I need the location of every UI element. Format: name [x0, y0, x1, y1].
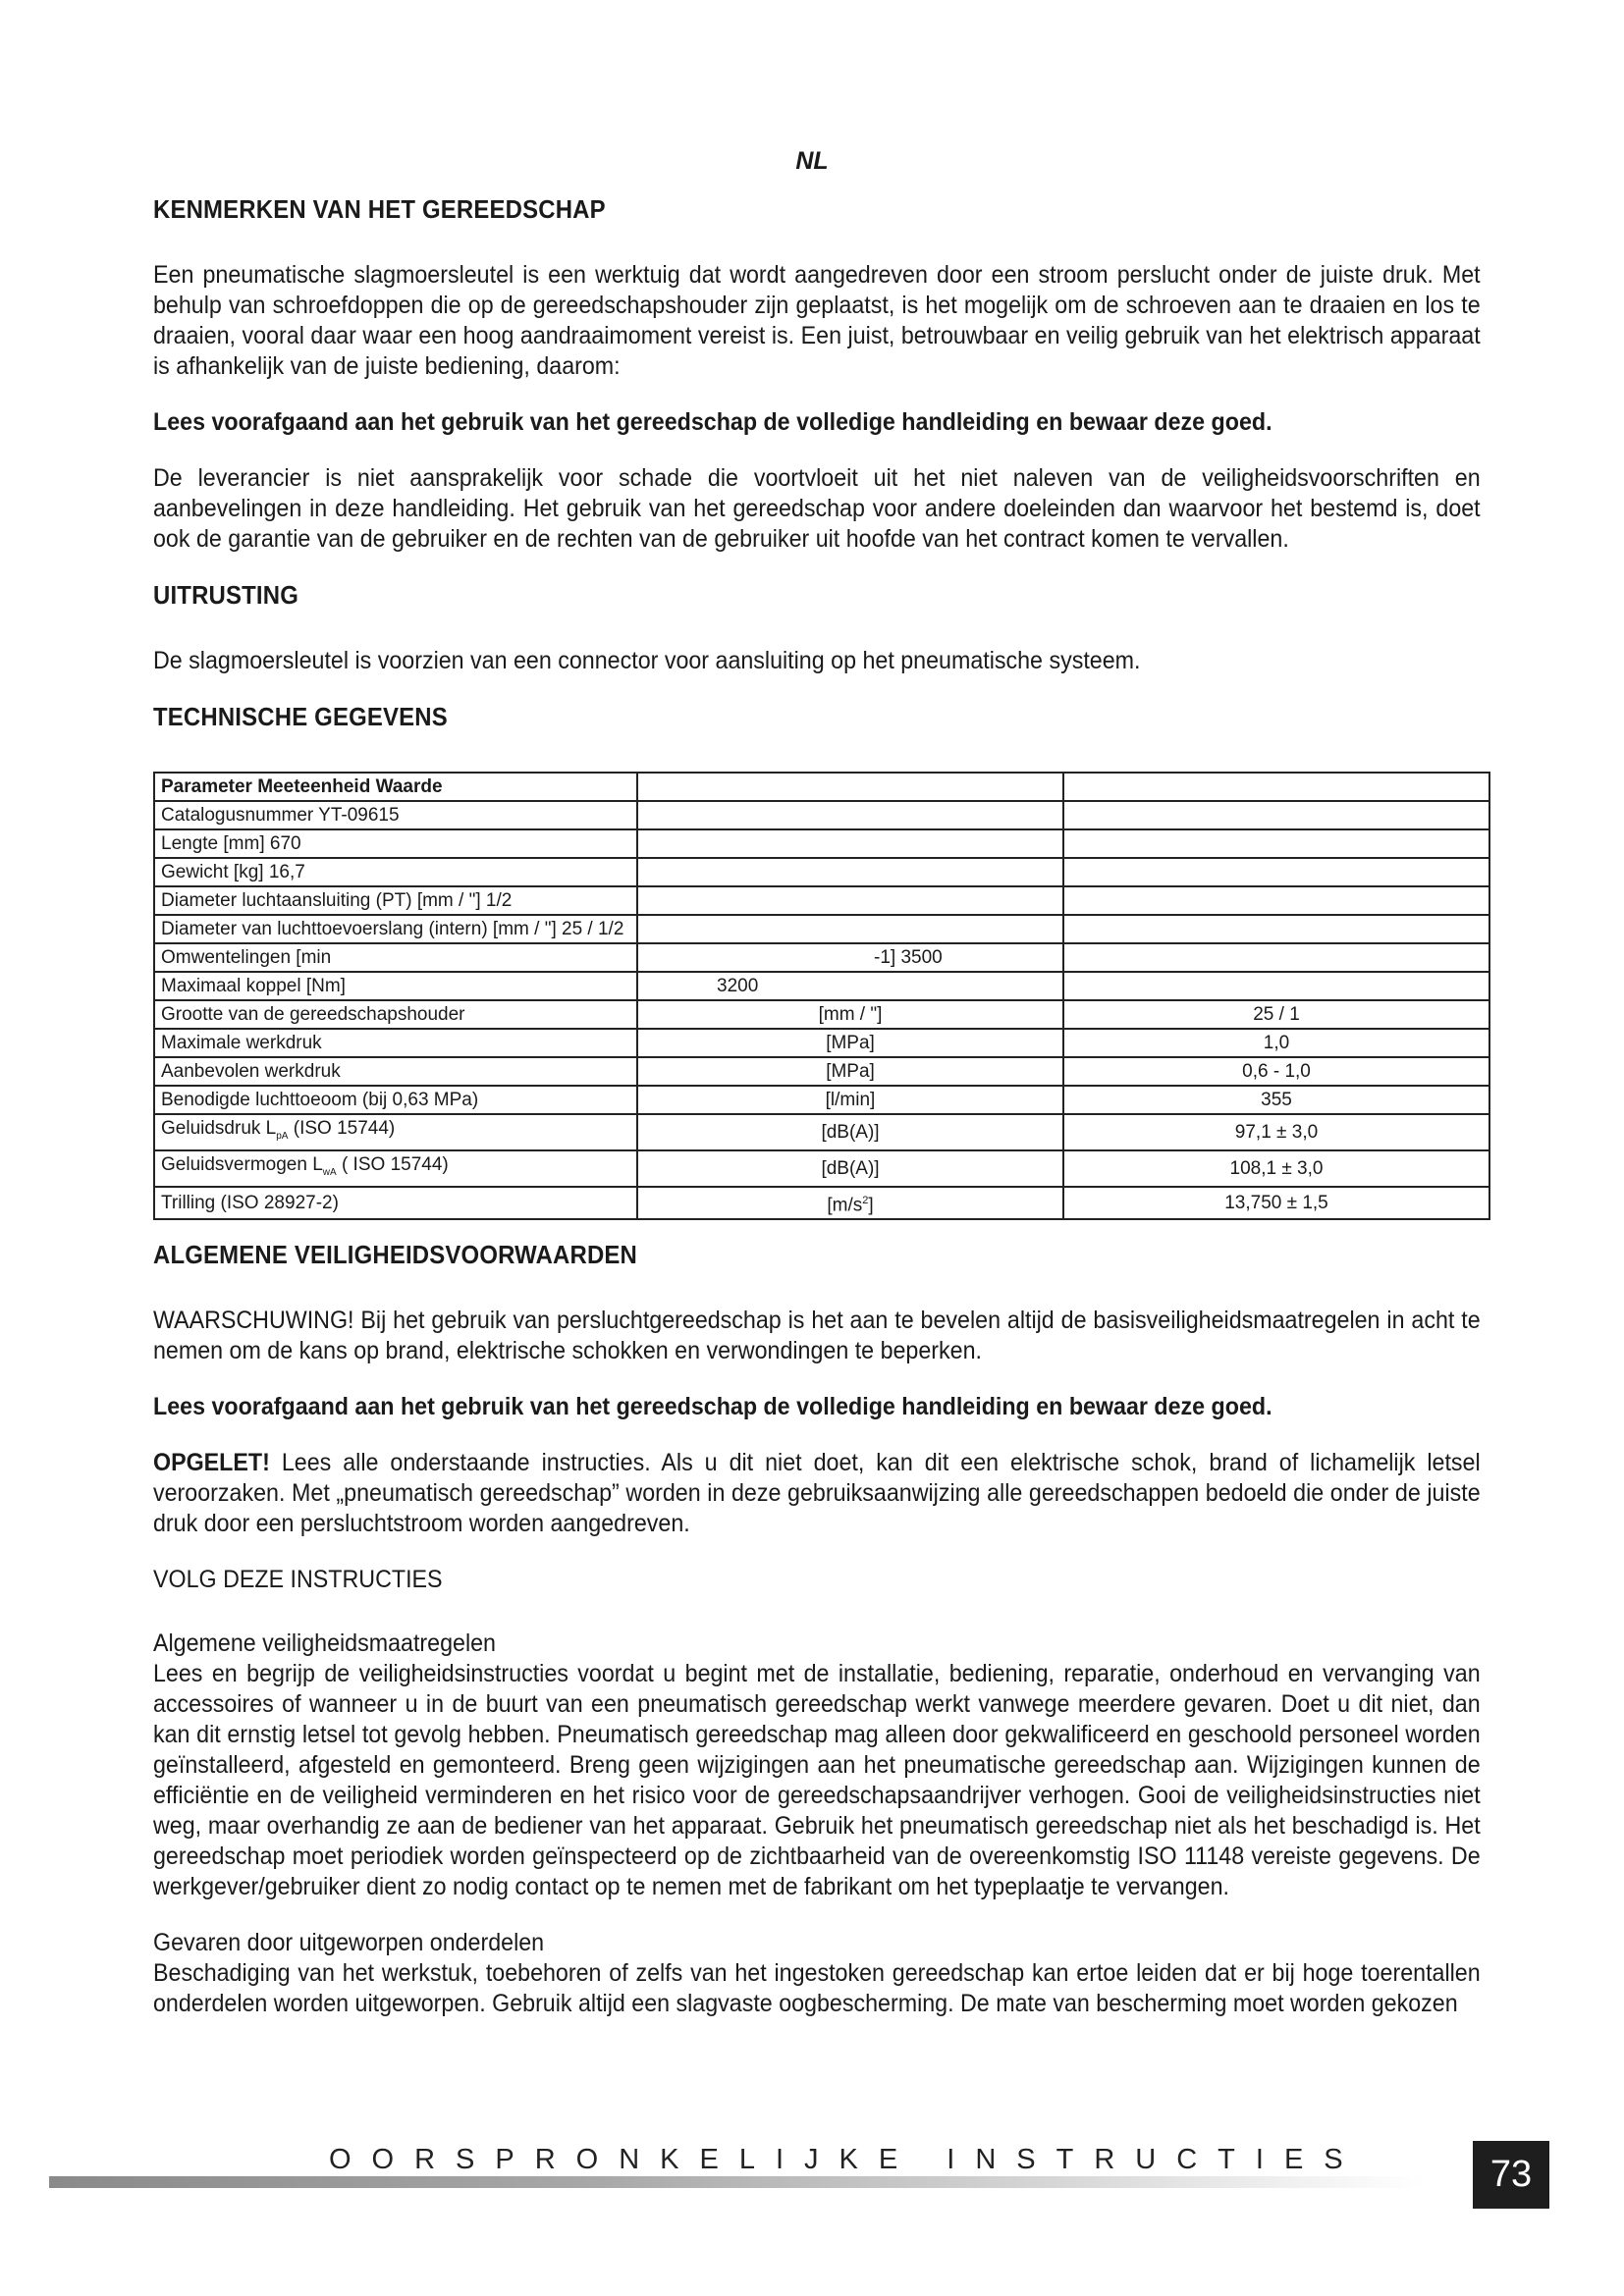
- table-cell: [637, 829, 1063, 858]
- section-title-kenmerken: KENMERKEN VAN HET GEREEDSCHAP: [153, 194, 606, 224]
- table-row: [154, 886, 1489, 915]
- table-cell: Lengte [mm] 670: [154, 829, 637, 858]
- superscript: 2: [862, 1194, 869, 1206]
- section-title-uitrusting: UITRUSTING: [153, 580, 299, 610]
- table-row: [154, 829, 1489, 858]
- table-cell: Omwentelingen [min: [154, 943, 637, 972]
- table-cell: Grootte van de gereedschapshouder: [154, 1000, 637, 1029]
- table-row: [154, 1187, 1489, 1219]
- table-cell: -1] 3500: [637, 943, 1063, 972]
- table-cell: [MPa]: [637, 1029, 1063, 1057]
- caution-label: OPGELET!: [153, 1448, 270, 1476]
- subscript: pA: [276, 1130, 289, 1142]
- subsection-heading: Algemene veiligheidsmaatregelen: [153, 1629, 496, 1657]
- table-row: [154, 1000, 1489, 1029]
- table-row: [154, 1057, 1489, 1086]
- table-row: [154, 1029, 1489, 1057]
- table-cell: 3200: [637, 972, 1063, 1000]
- table-cell: [dB(A)]: [637, 1150, 1063, 1187]
- table-cell: [1063, 972, 1489, 1000]
- language-label: NL: [795, 147, 829, 175]
- table-cell: [637, 858, 1063, 886]
- table-cell: Parameter Meeteenheid Waarde: [154, 773, 637, 801]
- table-cell: 1,0: [1063, 1029, 1489, 1057]
- paragraph: [153, 1448, 1481, 1539]
- footer-bar: [49, 2176, 1424, 2188]
- table-cell: [dB(A)]: [637, 1114, 1063, 1150]
- table-cell: Diameter van luchttoevoerslang (intern) [mm / "] 25 / 1/2: [154, 915, 637, 943]
- table-cell: Benodigde luchttoeoom (bij 0,63 MPa): [154, 1086, 637, 1114]
- table-row: [154, 773, 1489, 801]
- table-row: [154, 1114, 1489, 1150]
- cell-text: ]: [868, 1194, 874, 1215]
- table-cell: 355: [1063, 1086, 1489, 1114]
- table-cell: [637, 1187, 1063, 1219]
- table-cell: [1063, 829, 1489, 858]
- table-row: [154, 972, 1489, 1000]
- table-cell: 97,1 ± 3,0: [1063, 1114, 1489, 1150]
- paragraph: Een pneumatische slagmoersleutel is een werktuig dat wordt aangedreven door een stroom perslucht onder de juiste druk. Met behulp van schroefdoppen die op de gereedschapshouder zijn geplaatst, is het mogelijk om de schroeven aan te draaien en los te draaien, vooral daar waar een hoog aandraaimoment vereist is. Een juist, betrouwbaar en veilig gebruik van het elektrisch apparaat is afhankelijk van de juiste bediening, daarom:: [153, 261, 1481, 380]
- paragraph-text: Lees alle onderstaande instructies. Als u dit niet doet, kan dit een elektrische schok, brand of lichamelijk letsel veroorzaken. Met „pneumatisch gereedschap” worden in deze gebruiksaanwijzing alle gereedschappen bedoeld die onder de juiste druk door een persluchtstroom worden aangedreven.: [153, 1448, 1481, 1537]
- table-cell: [1063, 943, 1489, 972]
- table-cell: [mm / "]: [637, 1000, 1063, 1029]
- technical-data-table: [153, 772, 1490, 1220]
- paragraph: Lees en begrijp de veiligheidsinstructies voordat u begint met de installatie, bediening, reparatie, onderhoud en vervanging van accessoires of wanneer u in de buurt van een pneumatisch gereedschap werkt vanwege meerdere gevaren. Doet u dit niet, dan kan dit ernstig letsel tot gevolg hebben. Pneumatisch gereedschap mag alleen door gekwalificeerd en geschoold personeel worden geïnstalleerd, afgesteld en gemonteerd. Breng geen wijzigingen aan het pneumatische gereedschap aan. Wijzigingen kunnen de efficiëntie en de veiligheid verminderen en het risico voor de gereedschapsaandrijver verhogen. Gooi de veiligheidsinstructies niet weg, maar overhandig ze aan de bediener van het apparaat. Gebruik het pneumatisch gereedschap niet als het beschadigd is. Het gereedschap moet periodiek worden geïnspecteerd op de zichtbaarheid van de overeenkomstig ISO 11148 vereiste gegevens. De werkgever/gebruiker dient zo nodig contact op te nemen met de fabrikant om het typeplaatje te vervangen.: [153, 1659, 1481, 1900]
- table-cell: [637, 801, 1063, 829]
- table-cell: [637, 886, 1063, 915]
- table-cell: [637, 773, 1063, 801]
- table-cell: 13,750 ± 1,5: [1063, 1187, 1489, 1219]
- warning-paragraph: Lees voorafgaand aan het gebruik van het gereedschap de volledige handleiding en bewaar deze goed.: [153, 1392, 1272, 1420]
- subsection-heading: Gevaren door uitgeworpen onderdelen: [153, 1928, 545, 1956]
- table-cell: [MPa]: [637, 1057, 1063, 1086]
- table-cell: [1063, 886, 1489, 915]
- table-cell: 0,6 - 1,0: [1063, 1057, 1489, 1086]
- table-row: [154, 801, 1489, 829]
- table-cell: 108,1 ± 3,0: [1063, 1150, 1489, 1187]
- cell-text: Geluidsdruk L: [161, 1118, 277, 1139]
- paragraph: De slagmoersleutel is voorzien van een connector voor aansluiting op het pneumatische systeem.: [153, 647, 1141, 674]
- paragraph: WAARSCHUWING! Bij het gebruik van persluchtgereedschap is het aan te bevelen altijd de basisveiligheidsmaatregelen in acht te nemen om de kans op brand, elektrische schokken en verwondingen te beperken.: [153, 1306, 1481, 1364]
- table-cell: [154, 1114, 637, 1150]
- table-cell: [1063, 858, 1489, 886]
- table-cell: [154, 1150, 637, 1187]
- paragraph: Beschadiging van het werkstuk, toebehoren of zelfs van het ingestoken gereedschap kan ertoe leiden dat er bij hoge toerentallen onderdelen worden uitgeworpen. Gebruik altijd een slagvaste oogbescherming. De mate van bescherming moet worden gekozen: [153, 1958, 1481, 2017]
- table-row: [154, 1150, 1489, 1187]
- table-row: [154, 1086, 1489, 1114]
- table-cell: Maximaal koppel [Nm]: [154, 972, 637, 1000]
- table-row: [154, 915, 1489, 943]
- footer-text: OORSPRONKELIJKE INSTRUCTIES: [329, 2144, 1364, 2175]
- table-cell: Aanbevolen werkdruk: [154, 1057, 637, 1086]
- page-number: 73: [1473, 2141, 1549, 2209]
- page-content: [153, 194, 1481, 2045]
- cell-text: Geluidsvermogen L: [161, 1153, 323, 1175]
- section-title-technische: TECHNISCHE GEGEVENS: [153, 702, 448, 731]
- table-cell: [1063, 915, 1489, 943]
- paragraph: VOLG DEZE INSTRUCTIES: [153, 1565, 443, 1593]
- table-cell: [l/min]: [637, 1086, 1063, 1114]
- warning-paragraph: Lees voorafgaand aan het gebruik van het gereedschap de volledige handleiding en bewaar deze goed.: [153, 408, 1272, 436]
- table-cell: Diameter luchtaansluiting (PT) [mm / "] 1/2: [154, 886, 637, 915]
- table-cell: Maximale werkdruk: [154, 1029, 637, 1057]
- table-cell: Trilling (ISO 28927-2): [154, 1187, 637, 1219]
- table-cell: [637, 915, 1063, 943]
- table-cell: 25 / 1: [1063, 1000, 1489, 1029]
- table-cell: Catalogusnummer YT-09615: [154, 801, 637, 829]
- table-row: [154, 858, 1489, 886]
- section-title-algemene: ALGEMENE VEILIGHEIDSVOORWAARDEN: [153, 1239, 638, 1269]
- table-cell: Gewicht [kg] 16,7: [154, 858, 637, 886]
- subscript: wA: [322, 1166, 337, 1178]
- table-cell: [1063, 773, 1489, 801]
- cell-text: ( ISO 15744): [336, 1153, 449, 1175]
- cell-text: [m/s: [827, 1194, 863, 1215]
- table-cell: [1063, 801, 1489, 829]
- paragraph: De leverancier is niet aansprakelijk voor schade die voortvloeit uit het niet naleven van de veiligheidsvoorschriften en aanbevelingen in deze handleiding. Het gebruik van het gereedschap voor andere doeleinden dan waarvoor het bestemd is, doet ook de garantie van de gebruiker en de rechten van de gebruiker uit hoofde van het contract komen te vervallen.: [153, 464, 1481, 553]
- table-row: [154, 943, 1489, 972]
- cell-text: (ISO 15744): [288, 1118, 396, 1139]
